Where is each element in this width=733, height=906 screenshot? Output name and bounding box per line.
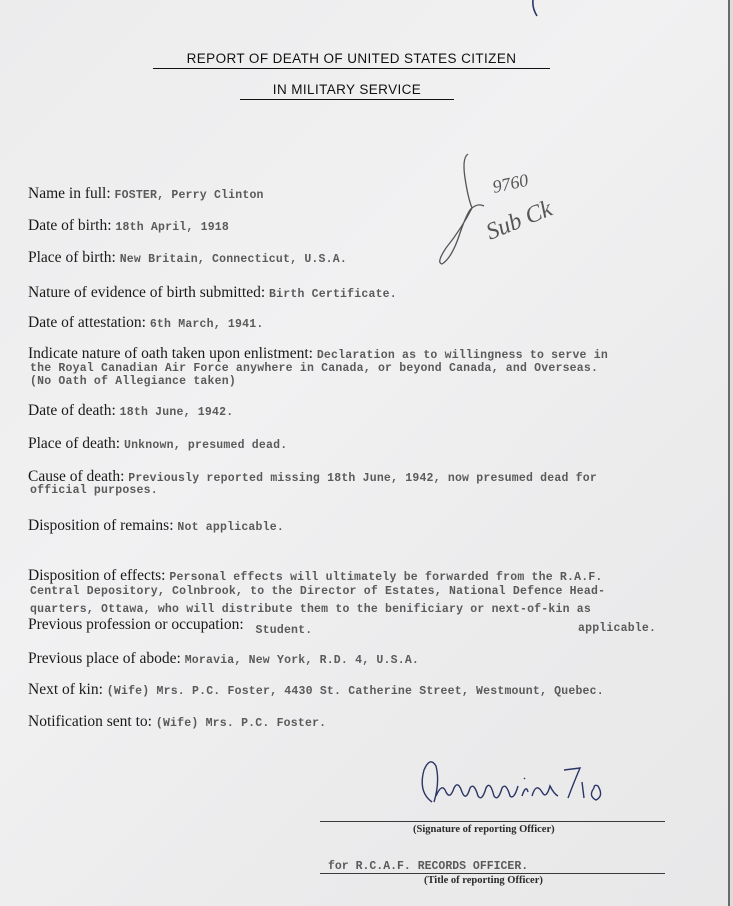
- svg-text:Sub Ck: Sub Ck: [482, 195, 556, 246]
- field-date-of-attestation: Date of attestation: 6th March, 1941.: [28, 314, 264, 331]
- effects-continuation-1: Central Depository, Colnbrook, to the Director of Estates, National Defence Head-: [30, 585, 606, 598]
- field-notification-sent-to: Notification sent to: (Wife) Mrs. P.C. Foster.: [28, 713, 327, 730]
- signature-caption: (Signature of reporting Officer): [413, 824, 555, 835]
- field-oath: Indicate nature of oath taken upon enlistment: Declaration as to willingness to serve in: [28, 345, 608, 362]
- cause-continuation: official purposes.: [30, 484, 158, 497]
- pen-mark: [530, 0, 542, 20]
- field-date-of-birth: Date of birth: 18th April, 1918: [28, 217, 230, 234]
- effects-trailing: applicable.: [578, 622, 657, 635]
- field-disposition-of-remains: Disposition of remains: Not applicable.: [28, 517, 284, 534]
- field-disposition-of-effects: Disposition of effects: Personal effects will ultimately be forwarded from the R.A.F.: [28, 567, 603, 584]
- oath-continuation-1: the Royal Canadian Air Force anywhere in Canada, or beyond Canada, and Overseas.: [30, 362, 599, 375]
- title-caption: (Title of reporting Officer): [424, 875, 543, 886]
- oath-continuation-2: (No Oath of Allegiance taken): [30, 375, 236, 388]
- document-subtitle: IN MILITARY SERVICE: [240, 82, 454, 100]
- document-title: REPORT OF DEATH OF UNITED STATES CITIZEN: [153, 51, 550, 69]
- officer-signature: [410, 752, 620, 817]
- field-previous-abode: Previous place of abode: Moravia, New York, R.D. 4, U.S.A.: [28, 650, 420, 667]
- field-date-of-death: Date of death: 18th June, 1942.: [28, 402, 234, 419]
- effects-continuation-2: quarters, Ottawa, who will distribute them to the benificiary or next-of-kin as: [30, 603, 591, 616]
- handwritten-annotation: [432, 148, 602, 273]
- svg-text:9760: 9760: [490, 169, 531, 197]
- field-previous-occupation: Previous profession or occupation: $_{Student.}$: [28, 616, 313, 637]
- signature-line: [320, 821, 665, 822]
- field-name: Name in full: FOSTER, Perry Clinton: [28, 185, 264, 202]
- field-evidence-of-birth: Nature of evidence of birth submitted: Birth Certificate.: [28, 284, 397, 301]
- name-value: FOSTER, Perry Clinton: [114, 189, 264, 202]
- officer-title-value: for R.C.A.F. RECORDS OFFICER.: [328, 860, 529, 873]
- title-line: [320, 873, 665, 874]
- field-next-of-kin: Next of kin: (Wife) Mrs. P.C. Foster, 4430 St. Catherine Street, Westmount, Quebec.: [28, 681, 604, 698]
- field-place-of-death: Place of death: Unknown, presumed dead.: [28, 435, 288, 452]
- field-cause-of-death: Cause of death: Previously reported missing 18th June, 1942, now presumed dead for: [28, 468, 597, 485]
- field-place-of-birth: Place of birth: New Britain, Connecticut, U.S.A.: [28, 249, 347, 266]
